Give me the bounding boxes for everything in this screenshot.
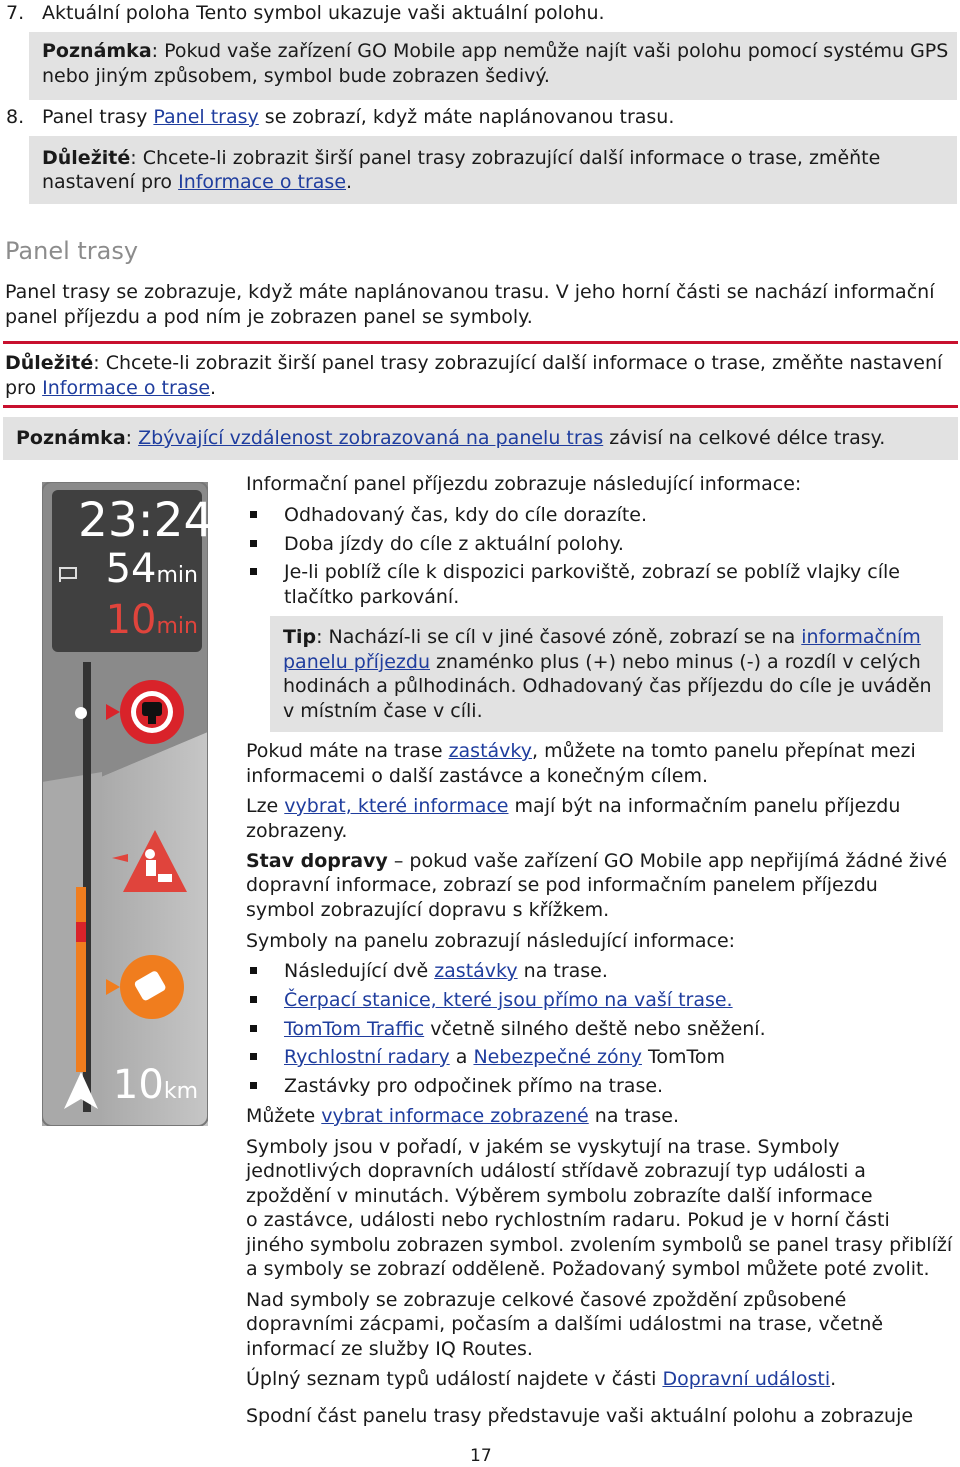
delay-para-line: informací ze služby IQ Routes. [246,1338,533,1360]
traffic-events-link[interactable]: Dopravní události [662,1368,831,1390]
bullet [250,967,257,974]
important-line1 [5,351,942,376]
period: . [346,171,353,193]
note-7-line2: nebo jiným způsobem, symbol bude zobrazen šedivý. [42,65,550,87]
full-list-para [246,1367,836,1392]
speed-cameras-link[interactable]: Rychlostní radary [284,1046,450,1068]
text: TomTom [641,1046,726,1068]
stop-dot [75,707,87,719]
bullet [250,568,257,575]
list-item-7 [42,1,605,26]
bottom-para: Spodní část panelu trasy představuje vaši aktuální polohu a zobrazuje [246,1405,914,1427]
map-sidewalk [42,772,102,1126]
bullet-item [284,988,733,1013]
list-item-8 [42,105,674,130]
bullet-item: Odhadovaný čas, kdy do cíle dorazíte. [284,504,648,526]
tip-line4: v místním čase v cíli. [283,700,483,722]
note-label: Poznámka [42,40,152,62]
section-heading: Panel trasy [5,237,139,265]
important-text: Chcete-li zobrazit širší panel trasy zobrazující další informace o trase, změňte nastavení [99,352,943,374]
bullet-item [284,959,608,984]
bullet [250,540,257,547]
bullet [250,511,257,518]
note-colon: : [125,427,133,449]
important-8-line2 [42,170,352,195]
important-line2 [5,376,216,401]
delay-para-line: dopravními zácpami, počasím a dalšími událostmi na trase, včetně [246,1313,884,1335]
section-para-line1: Panel trasy se zobrazuje, když máte naplánovanou trasu. V jeho horní části se nachází informační [5,281,935,303]
route-info-link-2[interactable]: Informace o trase [42,377,211,399]
order-para-line: jiného symbolu zobrazen symbol. zvolením symbolů se panel trasy přiblíží [246,1234,953,1256]
bullet-item: Zastávky pro odpočinek přímo na trase. [284,1075,664,1097]
tomtom-traffic-link[interactable]: TomTom Traffic [284,1018,425,1040]
section-para-line2: panel příjezdu a pod ním je zobrazen panel se symboly. [5,306,533,328]
select-shown-info-link[interactable]: vybrat informace zobrazené [321,1105,589,1127]
important-top-rule [3,341,958,344]
order-para-line: o zastávce, události nebo rychlostním radaru. Pokud je v horní části [246,1209,890,1231]
bullet-item: Je-li poblíž cíle k dispozici parkoviště, zobrazí se poblíž vlajky cíle [284,561,900,583]
traffic-segment [76,887,86,1072]
important-bottom-rule [3,405,958,408]
order-para-line: jednotlivých dopravních událostí střídavě zobrazují typ události a [246,1160,866,1182]
route-bar-image [42,482,214,1126]
text: na trase. [588,1105,680,1127]
stops-link-2[interactable]: zastávky [434,960,518,982]
text: , můžete na tomto panelu přepínat mezi [531,740,916,762]
stops-para-line1 [246,739,916,764]
tip-text: Nachází-li se cíl v jiné časové zóně, zobrazí se na [322,626,802,648]
bullet [250,996,257,1003]
tip-line3: hodinách a půlhodinách. Odhadovaný čas příjezdu do cíle je uváděn [283,675,932,697]
text: Úplný seznam typů událostí najdete v části [246,1368,663,1390]
note-label: Poznámka [16,427,126,449]
traffic-para-line3: symbol zobrazující dopravu s křížkem. [246,899,610,921]
traffic-para-line1 [246,849,947,874]
show-info-para [246,1104,679,1129]
order-para-line: zpoždění v minutách. Výběrem symbolu zobrazíte další informace [246,1185,873,1207]
important-text-2: nastavení pro [42,171,179,193]
arrival-intro: Informační panel příjezdu zobrazuje následující informace: [246,473,802,495]
text: Lze [246,795,285,817]
arrival-panel-link[interactable]: informačním [801,626,921,648]
remaining-distance-link[interactable]: Zbývající vzdálenost zobrazovaná na panelu tras [138,427,604,449]
tip-text: znaménko plus (+) nebo minus (-) a rozdíl v celých [430,651,921,673]
note-colon: : [151,40,159,62]
travel-time-unit: min [156,563,198,588]
bullet [250,1025,257,1032]
important-8-line1 [42,146,880,171]
stops-link[interactable]: zastávky [448,740,532,762]
important-colon: : [93,352,100,374]
text: a [449,1046,474,1068]
list-item-7-text: Tento symbol ukazuje vaši aktuální polohu. [190,2,605,24]
important-label: Důležité [42,147,131,169]
bullet-item-cont: tlačítko parkování. [284,586,460,608]
text: včetně silného deště nebo sněžení. [424,1018,766,1040]
delay-value: 10 [105,597,157,643]
list-number-7: 7. [6,2,25,24]
delay-unit: min [156,614,198,639]
travel-time [98,546,198,592]
fuel-stations-link[interactable]: Čerpací stanice, které jsou přímo na vaší trase. [284,989,733,1011]
note-line [16,426,885,451]
important-text: Chcete-li zobrazit širší panel trasy zobrazující další informace o trase, změňte [136,147,881,169]
delay-time [98,597,198,643]
bullet-item: Doba jízdy do cíle z aktuální polohy. [284,533,624,555]
note-7-line1 [42,39,948,64]
distance-unit: km [163,1079,198,1104]
remaining-distance [108,1062,198,1108]
route-info-link[interactable]: Informace o trase [178,171,347,193]
text: na trase. [517,960,608,982]
list-item-7-title: Aktuální poloha [42,2,191,24]
page-number: 17 [470,1446,492,1466]
bullet-item [284,1017,766,1042]
text: Následující dvě [284,960,435,982]
delay-para-line: Nad symboly se zobrazuje celkové časové zpoždění způsobené [246,1289,847,1311]
order-para-line: Symboly jsou v pořadí, v jakém se vyskytují na trase. Symboly [246,1136,840,1158]
text: Můžete [246,1105,322,1127]
select-para-line2: zobrazeny. [246,820,348,842]
list-item-8-text: se zobrazí, když máte naplánovanou trasu. [258,106,675,128]
symbols-intro: Symboly na panelu zobrazují následující informace: [246,930,736,952]
important-text-2: pro [5,377,43,399]
tip-colon: : [316,626,323,648]
bullet [250,1082,257,1089]
period: . [830,1368,837,1390]
important-colon: : [130,147,137,169]
important-label: Důležité [5,352,94,374]
text: – pokud vaše zařízení GO Mobile app nepřijímá žádné živé [387,850,948,872]
note-text: Pokud vaše zařízení GO Mobile app nemůže najít vaši polohu pomocí systému GPS [158,40,949,62]
list-number-8: 8. [6,106,25,128]
list-item-8-title: Panel trasy [42,106,148,128]
traffic-para-line2: dopravní informace, zobrazí se pod informačním panelem příjezdu [246,874,878,896]
bullet-item [284,1045,725,1070]
period: . [210,377,217,399]
text: Pokud máte na trase [246,740,449,762]
arrival-panel-link-2[interactable]: panelu příjezdu [283,651,430,673]
select-para-line1 [246,794,900,819]
travel-time-value: 54 [105,546,157,592]
select-info-link[interactable]: vybrat, které informace [284,795,509,817]
danger-zones-link[interactable]: Nebezpečné zóny [473,1046,642,1068]
traffic-label: Stav dopravy [246,850,388,872]
bullet [250,1053,257,1060]
distance-value: 10 [112,1062,164,1108]
note-text: závisí na celkové délce trasy. [603,427,886,449]
arrival-time: 23:24 [78,493,214,548]
panel-trasy-link[interactable]: Panel trasy [153,106,259,128]
text: mají být na informačním panelu příjezdu [508,795,901,817]
stops-para-line2: informacemi o další zastávce a konečným cílem. [246,765,709,787]
tip-line2 [283,650,921,675]
traffic-heavy-segment [76,922,86,942]
order-para-line: a symboly se zobrazí odděleně. Požadovaný symbol můžete poté zvolit. [246,1258,930,1280]
tip-label: Tip [283,626,317,648]
tip-line1 [283,625,921,650]
